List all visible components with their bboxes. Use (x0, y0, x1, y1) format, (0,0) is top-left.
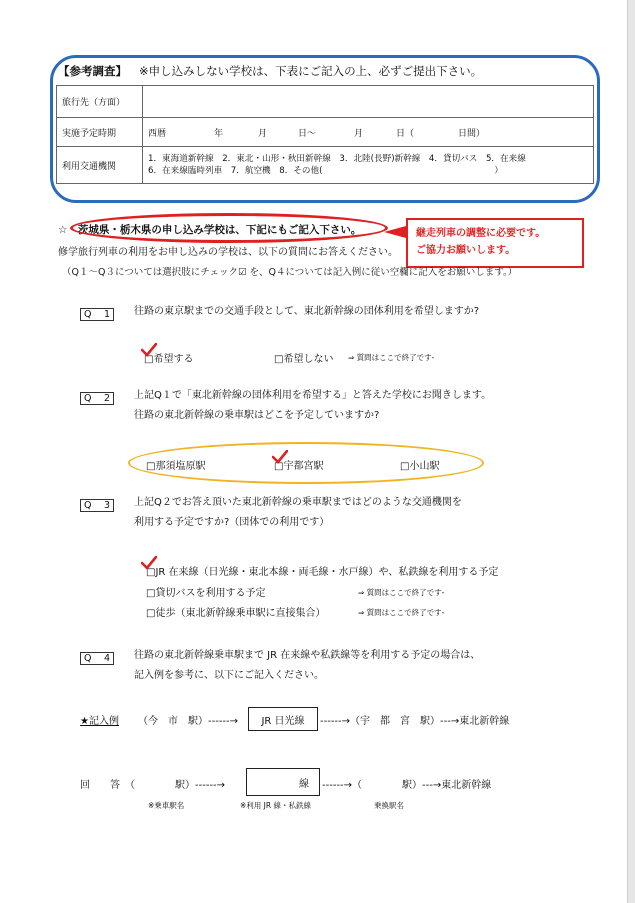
q2-question-line2: 往路の東北新幹線の乗車駅はどこを予定していますか? (134, 410, 380, 421)
period-month: 月 (258, 128, 268, 139)
q1-question: 往路の東京駅までの交通手段として、東北新幹線の団体利用を希望しますか? (134, 306, 480, 317)
q1-option-no[interactable]: □希望しない (274, 354, 334, 365)
transport-label: 利用交通機関 (57, 147, 143, 184)
q4-question-line1: 往路の東北新幹線乗車駅まで JR 在来線や私鉄線等を利用する予定の場合は、 (134, 650, 481, 661)
table-row (57, 118, 594, 147)
survey-title-label: 【参考調査】 (58, 64, 127, 78)
transport-field[interactable] (143, 147, 594, 184)
instruction-text: （Q１～Q３については選択肢にチェック☑ を、Q４については記入例に従い空欄に記入をお願いします。） (62, 267, 518, 278)
survey-subtitle: ※申し込みしない学校は、下表にご記入の上、必ずご提出下さい。 (139, 64, 483, 78)
q1-label-q: Q (84, 309, 92, 320)
q3-question-line1: 上記Q２でお答え頂いた東北新幹線の乗車駅まではどのような交通機関を (134, 497, 462, 508)
checkmark-icon (141, 343, 157, 357)
answer-note-transfer: 乗換駅名 (374, 801, 404, 810)
transport-options-line1: 1．東海道新幹線 2．東北・山形・秋田新幹線 3．北陸(長野)新幹線 4．貸切バス 5．在来線 (148, 154, 526, 164)
page-edge (627, 0, 635, 903)
period-day-to: 日（ (396, 128, 415, 139)
q2-label-q: Q (84, 393, 92, 404)
q2-option-nasushiobara[interactable]: □那須塩原駅 (146, 461, 206, 472)
q2-option-utsunomiya[interactable]: □宇都宮駅 (274, 461, 324, 472)
example-line-box: JR 日光線 (248, 707, 318, 731)
q2-label-num: 2 (103, 393, 110, 404)
reference-survey-title (58, 63, 482, 79)
section-heading: ☆ 茨城県・栃木県の申し込み学校は、下記にもご記入下さい。 (58, 224, 362, 236)
table-row (57, 147, 594, 184)
q4-question-line2: 記入例を参考に、以下にご記入ください。 (134, 670, 324, 681)
q1-label-num: 1 (103, 309, 110, 320)
intro-text: 修学旅行列車の利用をお申し込みの学校は、以下の質問にお答えください。 (58, 247, 398, 258)
q2-question-line1: 上記Q１で「東北新幹線の団体利用を希望する」と答えた学校にお聞きします。 (134, 390, 492, 401)
q1-label (80, 308, 114, 321)
example-destination: ------→（宇 都 宮 駅）---→東北新幹線 (320, 716, 510, 727)
q3-option-jr[interactable]: □JR 在来線（日光線・東北本線・両毛線・水戸線）や、私鉄線を利用する予定 (146, 567, 499, 578)
callout-line1: 継走列車の調整に必要です。 (416, 228, 546, 239)
period-month-to: 月 (354, 128, 364, 139)
q1-option-yes[interactable]: □希望する (144, 354, 194, 365)
q2-option-oyama[interactable]: □小山駅 (400, 461, 440, 472)
answer-note-line: ※利用 JR 線・私鉄線 (240, 801, 311, 810)
q3-option-walk[interactable]: □徒歩（東北新幹線乗車駅に直接集合） (146, 608, 326, 619)
answer-note-station: ※乗車駅名 (148, 801, 185, 810)
transport-options-line2: 6．在来線臨時列車 7．航空機 8．その他( ） (148, 166, 503, 176)
q2-label (80, 392, 114, 405)
section-heading-oval (70, 213, 388, 243)
callout-pointer (384, 226, 406, 238)
period-era: 西暦 (148, 128, 167, 139)
q4-label-num: 4 (103, 653, 110, 664)
reference-survey-table (56, 85, 594, 184)
period-field[interactable] (143, 118, 594, 147)
example-label: ★記入例 (80, 716, 119, 727)
period-year: 年 (214, 128, 224, 139)
period-day-from: 日～ (298, 128, 317, 139)
callout-box (406, 218, 584, 268)
table-row (57, 86, 594, 118)
answer-line-box[interactable]: 線 (246, 768, 320, 796)
checkmark-icon (141, 556, 157, 570)
answer-label: 回 答 （ 駅）------→ (80, 780, 226, 791)
q3-label (80, 499, 114, 512)
q3-option-bus[interactable]: □貸切バスを利用する予定 (146, 588, 266, 599)
callout-line2: ご協力お願いします。 (416, 245, 516, 256)
q3-label-q: Q (84, 500, 92, 511)
q3-walk-end-note: ⇒ 質問はここで終了です- (358, 608, 445, 617)
q4-label-q: Q (84, 653, 92, 664)
q1-end-note: ⇒ 質問はここで終了です- (348, 353, 435, 362)
example-start: （今 市 駅）------→ (138, 716, 239, 727)
destination-field[interactable] (143, 86, 594, 118)
period-label: 実施予定時期 (57, 118, 143, 147)
q3-label-num: 3 (103, 500, 110, 511)
checkmark-icon (272, 450, 288, 464)
q3-bus-end-note: ⇒ 質問はここで終了です- (358, 588, 445, 597)
destination-label: 旅行先（方面） (57, 86, 143, 118)
period-days: 日間） (458, 128, 486, 139)
q4-label (80, 652, 114, 665)
answer-destination: ------→（ 駅）---→東北新幹線 (322, 780, 492, 791)
q3-question-line2: 利用する予定ですか?（団体での利用です） (134, 517, 330, 528)
